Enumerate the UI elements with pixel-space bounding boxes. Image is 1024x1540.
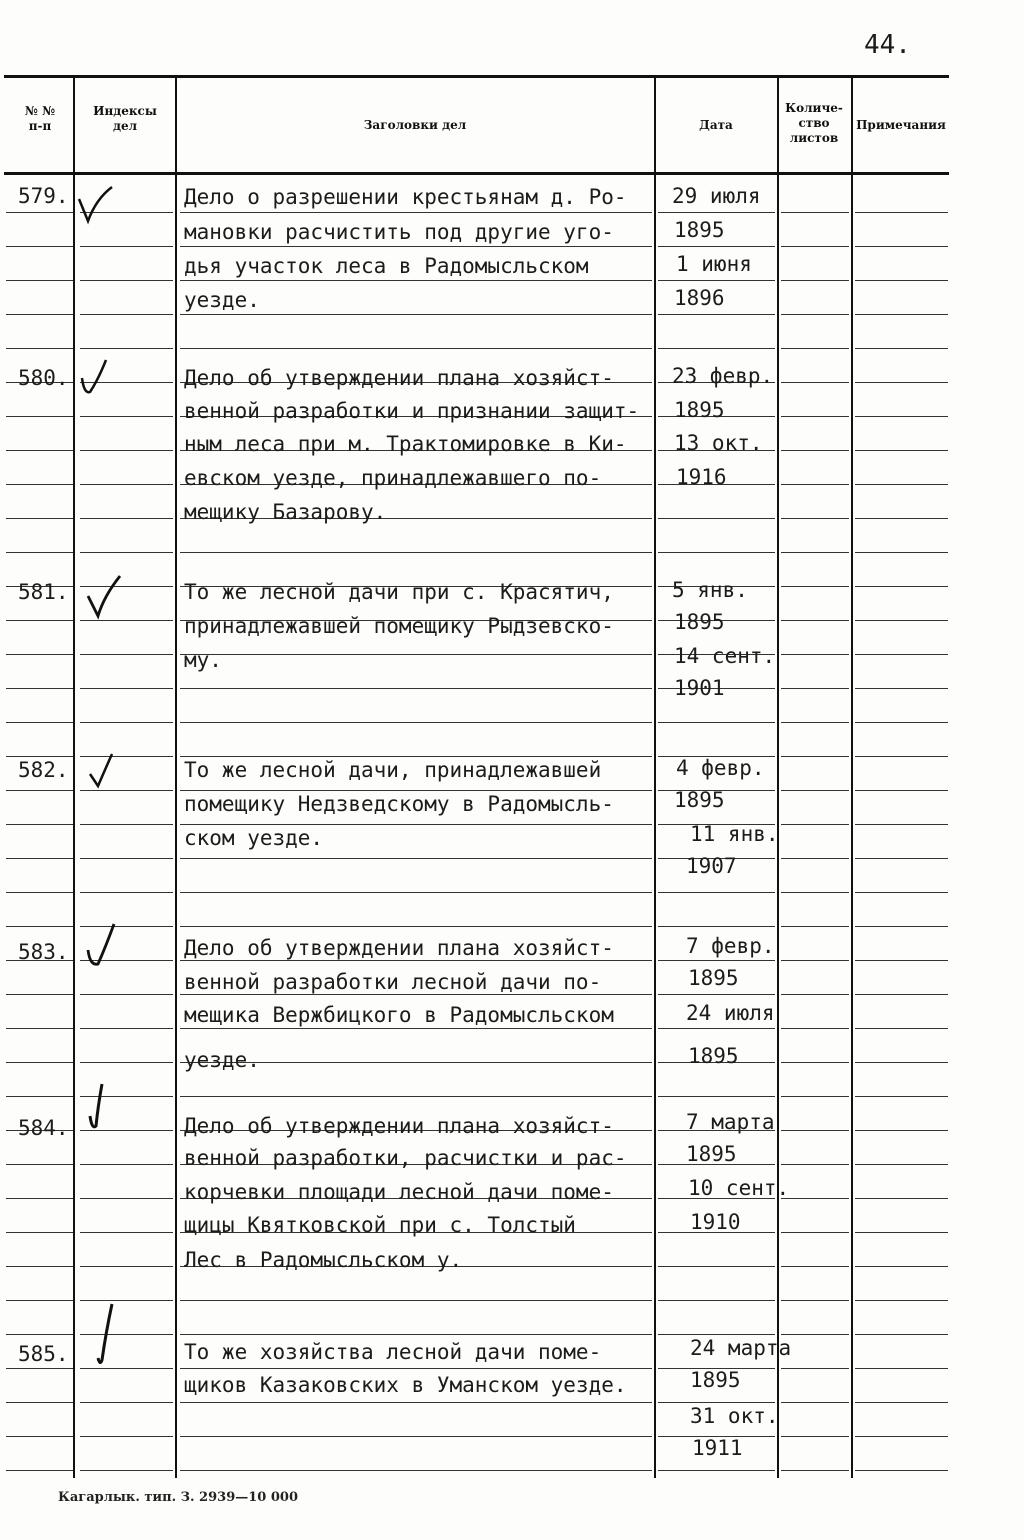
date-line: 1910 [690, 1210, 741, 1234]
checkmark-icon [82, 1082, 112, 1132]
ruled-line [855, 1470, 948, 1471]
date-line: 29 июля [672, 184, 761, 208]
date-line: 10 сент. [688, 1176, 790, 1200]
title-line: венной разработки, расчистки и рас- [184, 1146, 627, 1170]
ruled-line [6, 892, 73, 893]
ruled-line [658, 1470, 775, 1471]
ruled-line [6, 1300, 73, 1301]
col-divider-4 [777, 78, 779, 1478]
ruled-line [855, 1096, 948, 1097]
checkmark-icon [84, 572, 124, 622]
ruled-line [6, 620, 73, 621]
ruled-line [855, 1164, 948, 1165]
date-line: 7 марта [686, 1110, 775, 1134]
ruled-line [781, 1028, 849, 1029]
checkmark-icon [76, 185, 116, 227]
title-line: венной разработки лесной дачи по- [184, 970, 602, 994]
ruled-line [781, 1368, 849, 1369]
title-line: щиков Казаковских в Уманском уезде. [184, 1373, 627, 1397]
ruled-line [80, 314, 173, 315]
ruled-line [80, 552, 173, 553]
ruled-line [80, 858, 173, 859]
checkmark-icon [86, 750, 122, 792]
date-line: 1895 [674, 398, 725, 422]
ruled-line [781, 1300, 849, 1301]
ruled-line [781, 382, 849, 383]
ruled-line [781, 484, 849, 485]
title-line: мещику Базарову. [184, 500, 387, 524]
ruled-line [80, 1028, 173, 1029]
ruled-line [855, 416, 948, 417]
ruled-line [781, 960, 849, 961]
ruled-line [781, 688, 849, 689]
ruled-line [781, 1164, 849, 1165]
title-line: Дело о разрешении крестьянам д. Ро- [184, 185, 627, 209]
header-notes: Примечания [856, 118, 946, 132]
ruled-line [855, 1334, 948, 1335]
ruled-line [6, 552, 73, 553]
title-line: мещика Вержбицкого в Радомысльском [184, 1003, 614, 1027]
ruled-line [80, 484, 173, 485]
ruled-line [80, 1368, 173, 1369]
ruled-line [6, 790, 73, 791]
title-line: ском уезде. [184, 826, 324, 850]
ruled-line [6, 1402, 73, 1403]
table-top-border [4, 75, 949, 78]
ruled-line [781, 314, 849, 315]
ruled-line [658, 1096, 775, 1097]
col-divider-3 [654, 78, 656, 1478]
ruled-line [6, 1062, 73, 1063]
header-date: Дата [699, 118, 733, 132]
ruled-line [855, 518, 948, 519]
title-line: Дело об утверждении плана хозяйст- [184, 1114, 614, 1138]
ruled-line [658, 518, 775, 519]
checkmark-icon [76, 356, 116, 398]
title-line: помещику Недзведскому в Радомысль- [184, 792, 614, 816]
date-line: 1896 [674, 286, 725, 310]
ruled-line [6, 1028, 73, 1029]
ruled-line [80, 688, 173, 689]
ruled-line [658, 348, 775, 349]
ruled-line [180, 1334, 652, 1335]
ruled-line [855, 654, 948, 655]
ruled-line [855, 1402, 948, 1403]
col-divider-1 [73, 78, 75, 1478]
ruled-line [855, 1368, 948, 1369]
ruled-line [855, 994, 948, 995]
ruled-line [781, 1402, 849, 1403]
title-line: дья участок леса в Радомысльском [184, 254, 589, 278]
date-line: 24 июля [686, 1001, 775, 1025]
ruled-line [180, 654, 652, 655]
date-line: 4 февр. [676, 756, 765, 780]
ruled-line [180, 892, 652, 893]
ruled-line [180, 790, 652, 791]
ruled-line [6, 926, 73, 927]
ruled-line [658, 926, 775, 927]
ruled-line [6, 416, 73, 417]
ruled-line [855, 756, 948, 757]
ruled-line [658, 1300, 775, 1301]
ruled-line [781, 1470, 849, 1471]
ruled-line [781, 552, 849, 553]
ruled-line [781, 212, 849, 213]
date-line: 1895 [674, 610, 725, 634]
date-line: 1907 [686, 854, 737, 878]
ruled-line [6, 1164, 73, 1165]
title-line: мановки расчистить под другие уго- [184, 220, 614, 244]
ruled-line [80, 1300, 173, 1301]
title-line: уезде. [184, 288, 260, 312]
ruled-line [855, 1130, 948, 1131]
ruled-line [781, 1266, 849, 1267]
ruled-line [6, 994, 73, 995]
ruled-line [658, 1334, 775, 1335]
ruled-line [658, 552, 775, 553]
ruled-line [80, 1470, 173, 1471]
ruled-line [6, 1266, 73, 1267]
date-line: 1895 [690, 1368, 741, 1392]
ruled-line [781, 246, 849, 247]
entry-number: 585. [18, 1342, 69, 1366]
entry-number: 579. [18, 184, 69, 208]
date-line: 13 окт. [674, 431, 763, 455]
ruled-line [180, 280, 652, 281]
ruled-line [180, 1368, 652, 1369]
ruled-line [855, 1436, 948, 1437]
ruled-line [855, 348, 948, 349]
ruled-line [781, 858, 849, 859]
printer-imprint: Кагарлык. тип. З. 2939—10 000 [58, 1490, 298, 1505]
header-bottom-border [4, 172, 949, 175]
ruled-line [781, 280, 849, 281]
ruled-line [781, 1130, 849, 1131]
ruled-line [80, 1062, 173, 1063]
ruled-line [6, 450, 73, 451]
ruled-line [781, 926, 849, 927]
ruled-line [855, 314, 948, 315]
ruled-line [855, 484, 948, 485]
ruled-line [80, 824, 173, 825]
ruled-line [180, 722, 652, 723]
date-line: 1895 [688, 1044, 739, 1068]
ruled-line [180, 824, 652, 825]
ruled-line [80, 246, 173, 247]
ruled-line [855, 450, 948, 451]
ruled-line [855, 1266, 948, 1267]
ruled-line [781, 892, 849, 893]
ruled-line [658, 280, 775, 281]
ruled-line [6, 824, 73, 825]
ruled-line [781, 518, 849, 519]
title-line: корчевки площади лесной дачи поме- [184, 1180, 614, 1204]
date-line: 31 окт. [690, 1404, 779, 1428]
ruled-line [855, 382, 948, 383]
date-line: 1916 [676, 465, 727, 489]
ruled-line [180, 960, 652, 961]
ruled-line [180, 756, 652, 757]
ruled-line [781, 1198, 849, 1199]
entry-number: 583. [18, 940, 69, 964]
ruled-line [180, 688, 652, 689]
ruled-line [781, 416, 849, 417]
ruled-line [180, 212, 652, 213]
date-line: 14 сент. [674, 644, 776, 668]
ruled-line [6, 246, 73, 247]
ruled-line [658, 960, 775, 961]
ruled-line [781, 450, 849, 451]
ruled-line [80, 1232, 173, 1233]
date-line: 1 июня [676, 252, 752, 276]
ruled-line [658, 892, 775, 893]
ruled-line [781, 790, 849, 791]
ruled-line [180, 1300, 652, 1301]
ruled-line [6, 314, 73, 315]
entry-number: 581. [18, 580, 69, 604]
ruled-line [6, 756, 73, 757]
header-num: № № п-п [24, 104, 56, 133]
ruled-line [80, 722, 173, 723]
ruled-line [781, 824, 849, 825]
ruled-line [80, 1198, 173, 1199]
title-line: му. [184, 648, 222, 672]
date-line: 7 февр. [686, 934, 775, 958]
ruled-line [6, 1232, 73, 1233]
ruled-line [855, 790, 948, 791]
ruled-line [6, 688, 73, 689]
ruled-line [658, 246, 775, 247]
ruled-line [80, 348, 173, 349]
ruled-line [855, 1062, 948, 1063]
ruled-line [180, 314, 652, 315]
ruled-line [855, 722, 948, 723]
date-line: 24 марта [690, 1336, 792, 1360]
ruled-line [180, 1096, 652, 1097]
header-index: Индексы дел [93, 104, 157, 133]
date-line: 11 янв. [690, 822, 779, 846]
date-line: 1911 [692, 1436, 743, 1460]
ruled-line [6, 280, 73, 281]
ruled-line [855, 620, 948, 621]
ruled-line [6, 348, 73, 349]
checkmark-icon [84, 920, 124, 970]
ruled-line [855, 1028, 948, 1029]
title-line: евском уезде, принадлежавшего по- [184, 466, 602, 490]
ruled-line [855, 892, 948, 893]
ruled-line [855, 212, 948, 213]
ruled-line [80, 280, 173, 281]
ruled-line [781, 722, 849, 723]
ruled-line [781, 1436, 849, 1437]
ruled-line [6, 722, 73, 723]
ruled-line [180, 1436, 652, 1437]
title-line: Дело об утверждении плана хозяйст- [184, 366, 614, 390]
ruled-line [781, 1096, 849, 1097]
ruled-line [6, 1096, 73, 1097]
ruled-line [180, 246, 652, 247]
title-line: То же лесной дачи, принадлежавшей [184, 758, 602, 782]
col-divider-2 [175, 78, 177, 1478]
ruled-line [80, 654, 173, 655]
ruled-line [180, 1402, 652, 1403]
entry-number: 584. [18, 1116, 69, 1140]
ruled-line [658, 212, 775, 213]
title-line: То же лесной дачи при с. Красятич, [184, 580, 614, 604]
ruled-line [658, 1028, 775, 1029]
ruled-line [658, 314, 775, 315]
ruled-line [180, 348, 652, 349]
page-number: 44. [864, 30, 911, 60]
ruled-line [781, 654, 849, 655]
ruled-line [80, 1266, 173, 1267]
ruled-line [180, 552, 652, 553]
ruled-line [80, 994, 173, 995]
date-line: 1895 [686, 1142, 737, 1166]
ruled-line [855, 926, 948, 927]
ruled-line [781, 1232, 849, 1233]
title-line: венной разработки и признании защит- [184, 399, 640, 423]
ruled-line [80, 416, 173, 417]
ruled-line [781, 1334, 849, 1335]
date-line: 1895 [688, 966, 739, 990]
ruled-line [658, 722, 775, 723]
ruled-line [855, 960, 948, 961]
date-line: 23 февр. [672, 364, 774, 388]
ruled-line [180, 1470, 652, 1471]
ruled-line [6, 1436, 73, 1437]
ruled-line [80, 518, 173, 519]
ruled-line [855, 688, 948, 689]
ruled-line [855, 1198, 948, 1199]
date-line: 1895 [674, 218, 725, 242]
ruled-line [658, 1402, 775, 1403]
entry-number: 582. [18, 758, 69, 782]
ruled-line [80, 450, 173, 451]
title-line: принадлежавшей помещику Рыдзевско- [184, 614, 614, 638]
ruled-line [6, 1368, 73, 1369]
title-line: То же хозяйства лесной дачи поме- [184, 1340, 602, 1364]
ruled-line [855, 586, 948, 587]
ruled-line [658, 994, 775, 995]
ruled-line [80, 892, 173, 893]
ruled-line [180, 1028, 652, 1029]
ruled-line [6, 1198, 73, 1199]
ruled-line [80, 1436, 173, 1437]
ruled-line [6, 858, 73, 859]
ruled-line [781, 756, 849, 757]
ruled-line [855, 280, 948, 281]
ruled-line [781, 994, 849, 995]
col-divider-5 [851, 78, 853, 1478]
ruled-line [781, 586, 849, 587]
ruled-line [6, 484, 73, 485]
ruled-line [180, 858, 652, 859]
ruled-line [6, 1470, 73, 1471]
date-line: 1895 [674, 788, 725, 812]
date-line: 5 янв. [672, 578, 748, 602]
header-title: Заголовки дел [363, 118, 467, 132]
ruled-line [6, 1334, 73, 1335]
title-line: Дело об утверждении плана хозяйст- [184, 936, 614, 960]
title-line: уезде. [184, 1048, 260, 1072]
title-line: Лес в Радомысльском у. [184, 1248, 463, 1272]
ruled-line [180, 994, 652, 995]
ruled-line [781, 348, 849, 349]
entry-number: 580. [18, 366, 69, 390]
ruled-line [855, 858, 948, 859]
ruled-line [6, 654, 73, 655]
title-line: ным леса при м. Трактомировке в Ки- [184, 432, 627, 456]
header-sheets: Количе- ство листов [785, 101, 843, 145]
ruled-line [80, 1402, 173, 1403]
ruled-line [855, 1300, 948, 1301]
checkmark-icon [90, 1302, 120, 1368]
ruled-line [6, 212, 73, 213]
ruled-line [658, 1266, 775, 1267]
ruled-line [781, 620, 849, 621]
ruled-line [6, 518, 73, 519]
title-line: щицы Квятковской при с. Толстый [184, 1213, 576, 1237]
ruled-line [855, 552, 948, 553]
ruled-line [180, 926, 652, 927]
date-line: 1901 [674, 676, 725, 700]
ruled-line [781, 1062, 849, 1063]
ruled-line [80, 1164, 173, 1165]
ruled-line [855, 246, 948, 247]
ruled-line [855, 1232, 948, 1233]
ruled-line [855, 824, 948, 825]
